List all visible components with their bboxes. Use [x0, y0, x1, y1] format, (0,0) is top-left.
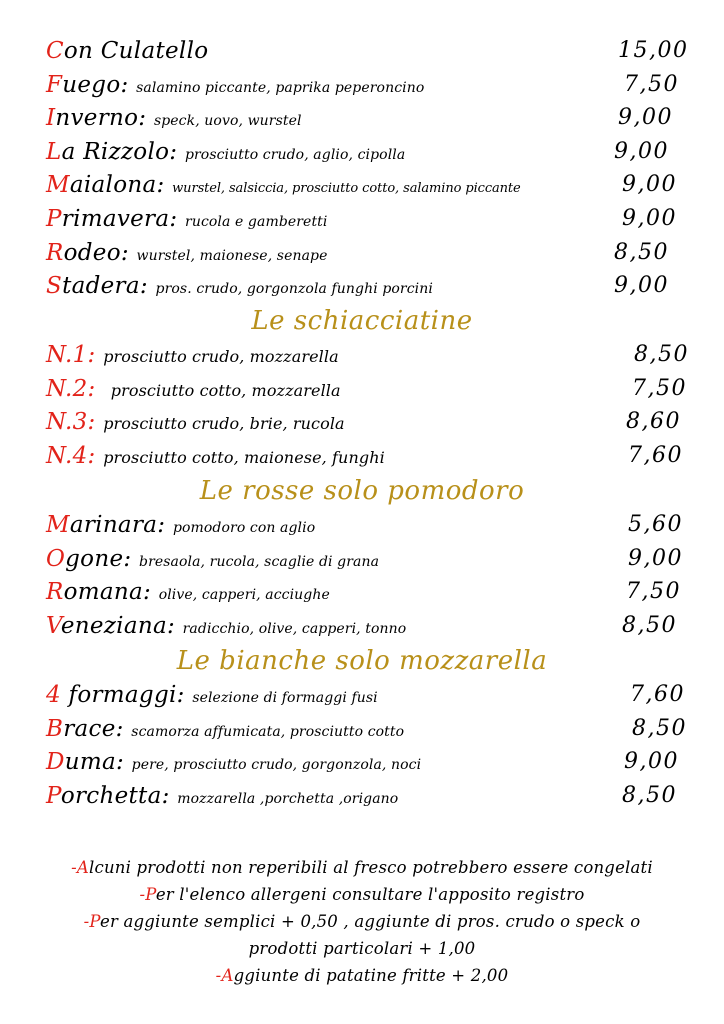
item-price: 7,60: [628, 442, 683, 468]
pizza-list-section: [0, 34, 724, 303]
item-name-rest: orchetta:: [60, 782, 170, 809]
section-heading: Le bianche solo mozzarella: [176, 646, 548, 676]
menu-item: [0, 34, 724, 68]
item-price: 9,00: [618, 105, 673, 131]
item-name: [46, 579, 330, 608]
item-name: [46, 172, 521, 202]
menu-item: [0, 405, 724, 439]
item-name: [46, 273, 433, 302]
menu-item: [0, 202, 724, 236]
menu-item: [0, 575, 724, 609]
item-price: 9,00: [614, 138, 669, 164]
note-text: er aggiunte semplici + 0,50 , aggiunte di pros. crudo o speck o: [99, 912, 641, 931]
item-name-rest: gone:: [65, 545, 132, 572]
item-initial: C: [46, 38, 64, 64]
item-name: [46, 376, 341, 404]
item-description: rucola e gamberetti: [185, 213, 328, 230]
item-initial: P: [46, 782, 61, 809]
item-price: 9,00: [622, 205, 677, 231]
item-initial: N.4:: [46, 442, 96, 469]
section-heading: Le schiacciatine: [251, 306, 473, 336]
item-initial: N.1:: [46, 342, 96, 368]
item-name: [46, 716, 404, 745]
item-description: prosciutto crudo, aglio, cipolla: [184, 146, 406, 163]
item-description: radicchio, olive, capperi, tonno: [182, 620, 407, 637]
item-name: [46, 38, 208, 67]
item-initial: S: [46, 273, 63, 300]
item-price: 7,50: [626, 579, 681, 605]
item-price: 9,00: [628, 545, 683, 571]
item-initial: F: [46, 71, 63, 98]
note-line: [0, 962, 724, 989]
menu-item: [0, 609, 724, 643]
item-description: prosciutto cotto, maionese, funghi: [103, 447, 385, 467]
note-mark: -A: [71, 858, 90, 877]
item-price: 5,60: [628, 512, 683, 537]
item-initial: M: [46, 512, 70, 538]
item-description: prosciutto crudo, mozzarella: [103, 347, 339, 366]
section-heading: Le rosse solo pomodoro: [199, 476, 525, 506]
item-name-rest: arinara:: [69, 512, 166, 538]
menu-item: [0, 135, 724, 169]
item-price: 9,00: [622, 172, 677, 198]
menu-item: [0, 508, 724, 542]
menu-item: [0, 779, 724, 813]
item-initial: N.3:: [46, 409, 96, 436]
item-name-rest: eneziana:: [60, 612, 176, 639]
item-name: [46, 512, 315, 541]
bianche-section: [0, 644, 724, 812]
item-initial: R: [46, 239, 64, 266]
item-description: prosciutto crudo, brie, rucola: [103, 414, 345, 434]
menu-item: [0, 236, 724, 270]
item-name: [46, 72, 424, 101]
note-mark: -P: [83, 912, 100, 931]
menu-item: [0, 372, 724, 406]
item-name: [46, 409, 345, 437]
item-name-rest: omana:: [63, 579, 152, 606]
item-name-rest: tadera:: [62, 273, 148, 300]
item-description: selezione di formaggi fusi: [192, 690, 378, 706]
item-name: [46, 546, 379, 575]
item-price: 8,50: [634, 342, 689, 367]
footer-notes: [0, 854, 724, 989]
note-line: [0, 935, 724, 962]
item-description: mozzarella ,porchetta ,origano: [177, 790, 399, 807]
item-name: [46, 682, 378, 711]
item-name-rest: aialona:: [69, 172, 165, 199]
item-description: speck, uovo, wurstel: [153, 113, 302, 130]
note-text: ggiunte di patatine fritte + 2,00: [233, 966, 509, 985]
note-mark: -A: [215, 966, 234, 985]
menu-item: [0, 712, 724, 746]
note-text: prodotti particolari + 1,00: [248, 939, 476, 958]
item-price: 8,50: [622, 612, 677, 638]
item-initial: M: [46, 172, 70, 199]
menu-item: [0, 68, 724, 102]
item-price: 8,50: [614, 239, 669, 265]
item-name: [46, 443, 385, 471]
item-initial: B: [46, 715, 64, 742]
item-price: 7,50: [632, 375, 687, 401]
item-price: 8,60: [626, 409, 681, 435]
note-text: er l'elenco allergeni consultare l'apposito registro: [155, 885, 585, 904]
item-name: [46, 206, 327, 235]
item-name-rest: uego:: [62, 71, 129, 98]
item-name: [46, 139, 405, 168]
item-description: pomodoro con aglio: [172, 520, 316, 536]
item-price: 9,00: [624, 749, 679, 775]
schiacciatine-section: [0, 304, 724, 472]
note-mark: -P: [139, 885, 156, 904]
item-initial: D: [46, 749, 65, 776]
item-price: 7,50: [624, 71, 679, 97]
menu-item: [0, 745, 724, 779]
menu-item: [0, 168, 724, 202]
item-initial: I: [46, 105, 56, 132]
menu-item: [0, 269, 724, 303]
item-price: 8,50: [632, 715, 687, 741]
item-name-rest: race:: [63, 715, 124, 742]
item-description: olive, capperi, acciughe: [158, 587, 330, 604]
note-text: lcuni prodotti non reperibili al fresco potrebbero essere congelati: [89, 858, 653, 877]
menu-item: [0, 439, 724, 473]
item-price: 8,50: [622, 782, 677, 808]
item-name: [46, 240, 327, 269]
item-initial: V: [46, 612, 61, 639]
item-name-rest: odeo:: [63, 239, 129, 266]
item-price: 15,00: [618, 38, 689, 63]
item-name: [46, 749, 421, 778]
item-name-rest: uma:: [64, 749, 125, 776]
item-initial: R: [46, 579, 64, 606]
item-initial: N.2:: [46, 375, 96, 402]
item-name-rest: a Rizzolo:: [61, 138, 178, 165]
menu-item: [0, 542, 724, 576]
item-initial: 4: [46, 682, 61, 708]
menu-item: [0, 338, 724, 372]
item-name-rest: rimavera:: [61, 205, 178, 232]
item-name: [46, 783, 398, 812]
item-name: [46, 613, 406, 642]
item-price: 7,60: [630, 682, 685, 707]
item-description: pere, prosciutto crudo, gorgonzola, noci: [131, 757, 422, 774]
item-description: bresaola, rucola, scaglie di grana: [139, 553, 380, 570]
item-description: prosciutto cotto, mozzarella: [110, 380, 341, 400]
item-name-rest: formaggi:: [60, 682, 185, 708]
item-name-rest: on Culatello: [63, 38, 209, 64]
note-line: [0, 854, 724, 881]
item-name: [46, 105, 302, 134]
item-description: pros. crudo, gorgonzola funghi porcini: [155, 281, 433, 298]
item-description: wurstel, maionese, senape: [136, 247, 328, 264]
item-description: salamino piccante, paprika peperoncino: [136, 79, 425, 96]
item-name-rest: nverno:: [55, 105, 147, 132]
item-description: scamorza affumicata, prosciutto cotto: [131, 723, 405, 740]
menu-item: [0, 101, 724, 135]
item-initial: L: [46, 138, 62, 165]
item-initial: P: [46, 205, 62, 232]
rosse-section: [0, 474, 724, 642]
item-price: 9,00: [614, 273, 669, 299]
note-line: [0, 908, 724, 935]
item-description: wurstel, salsiccia, prosciutto cotto, salamino piccante: [172, 181, 521, 197]
menu-item: [0, 678, 724, 712]
item-name: [46, 342, 339, 370]
note-line: [0, 881, 724, 908]
item-initial: O: [46, 545, 66, 572]
